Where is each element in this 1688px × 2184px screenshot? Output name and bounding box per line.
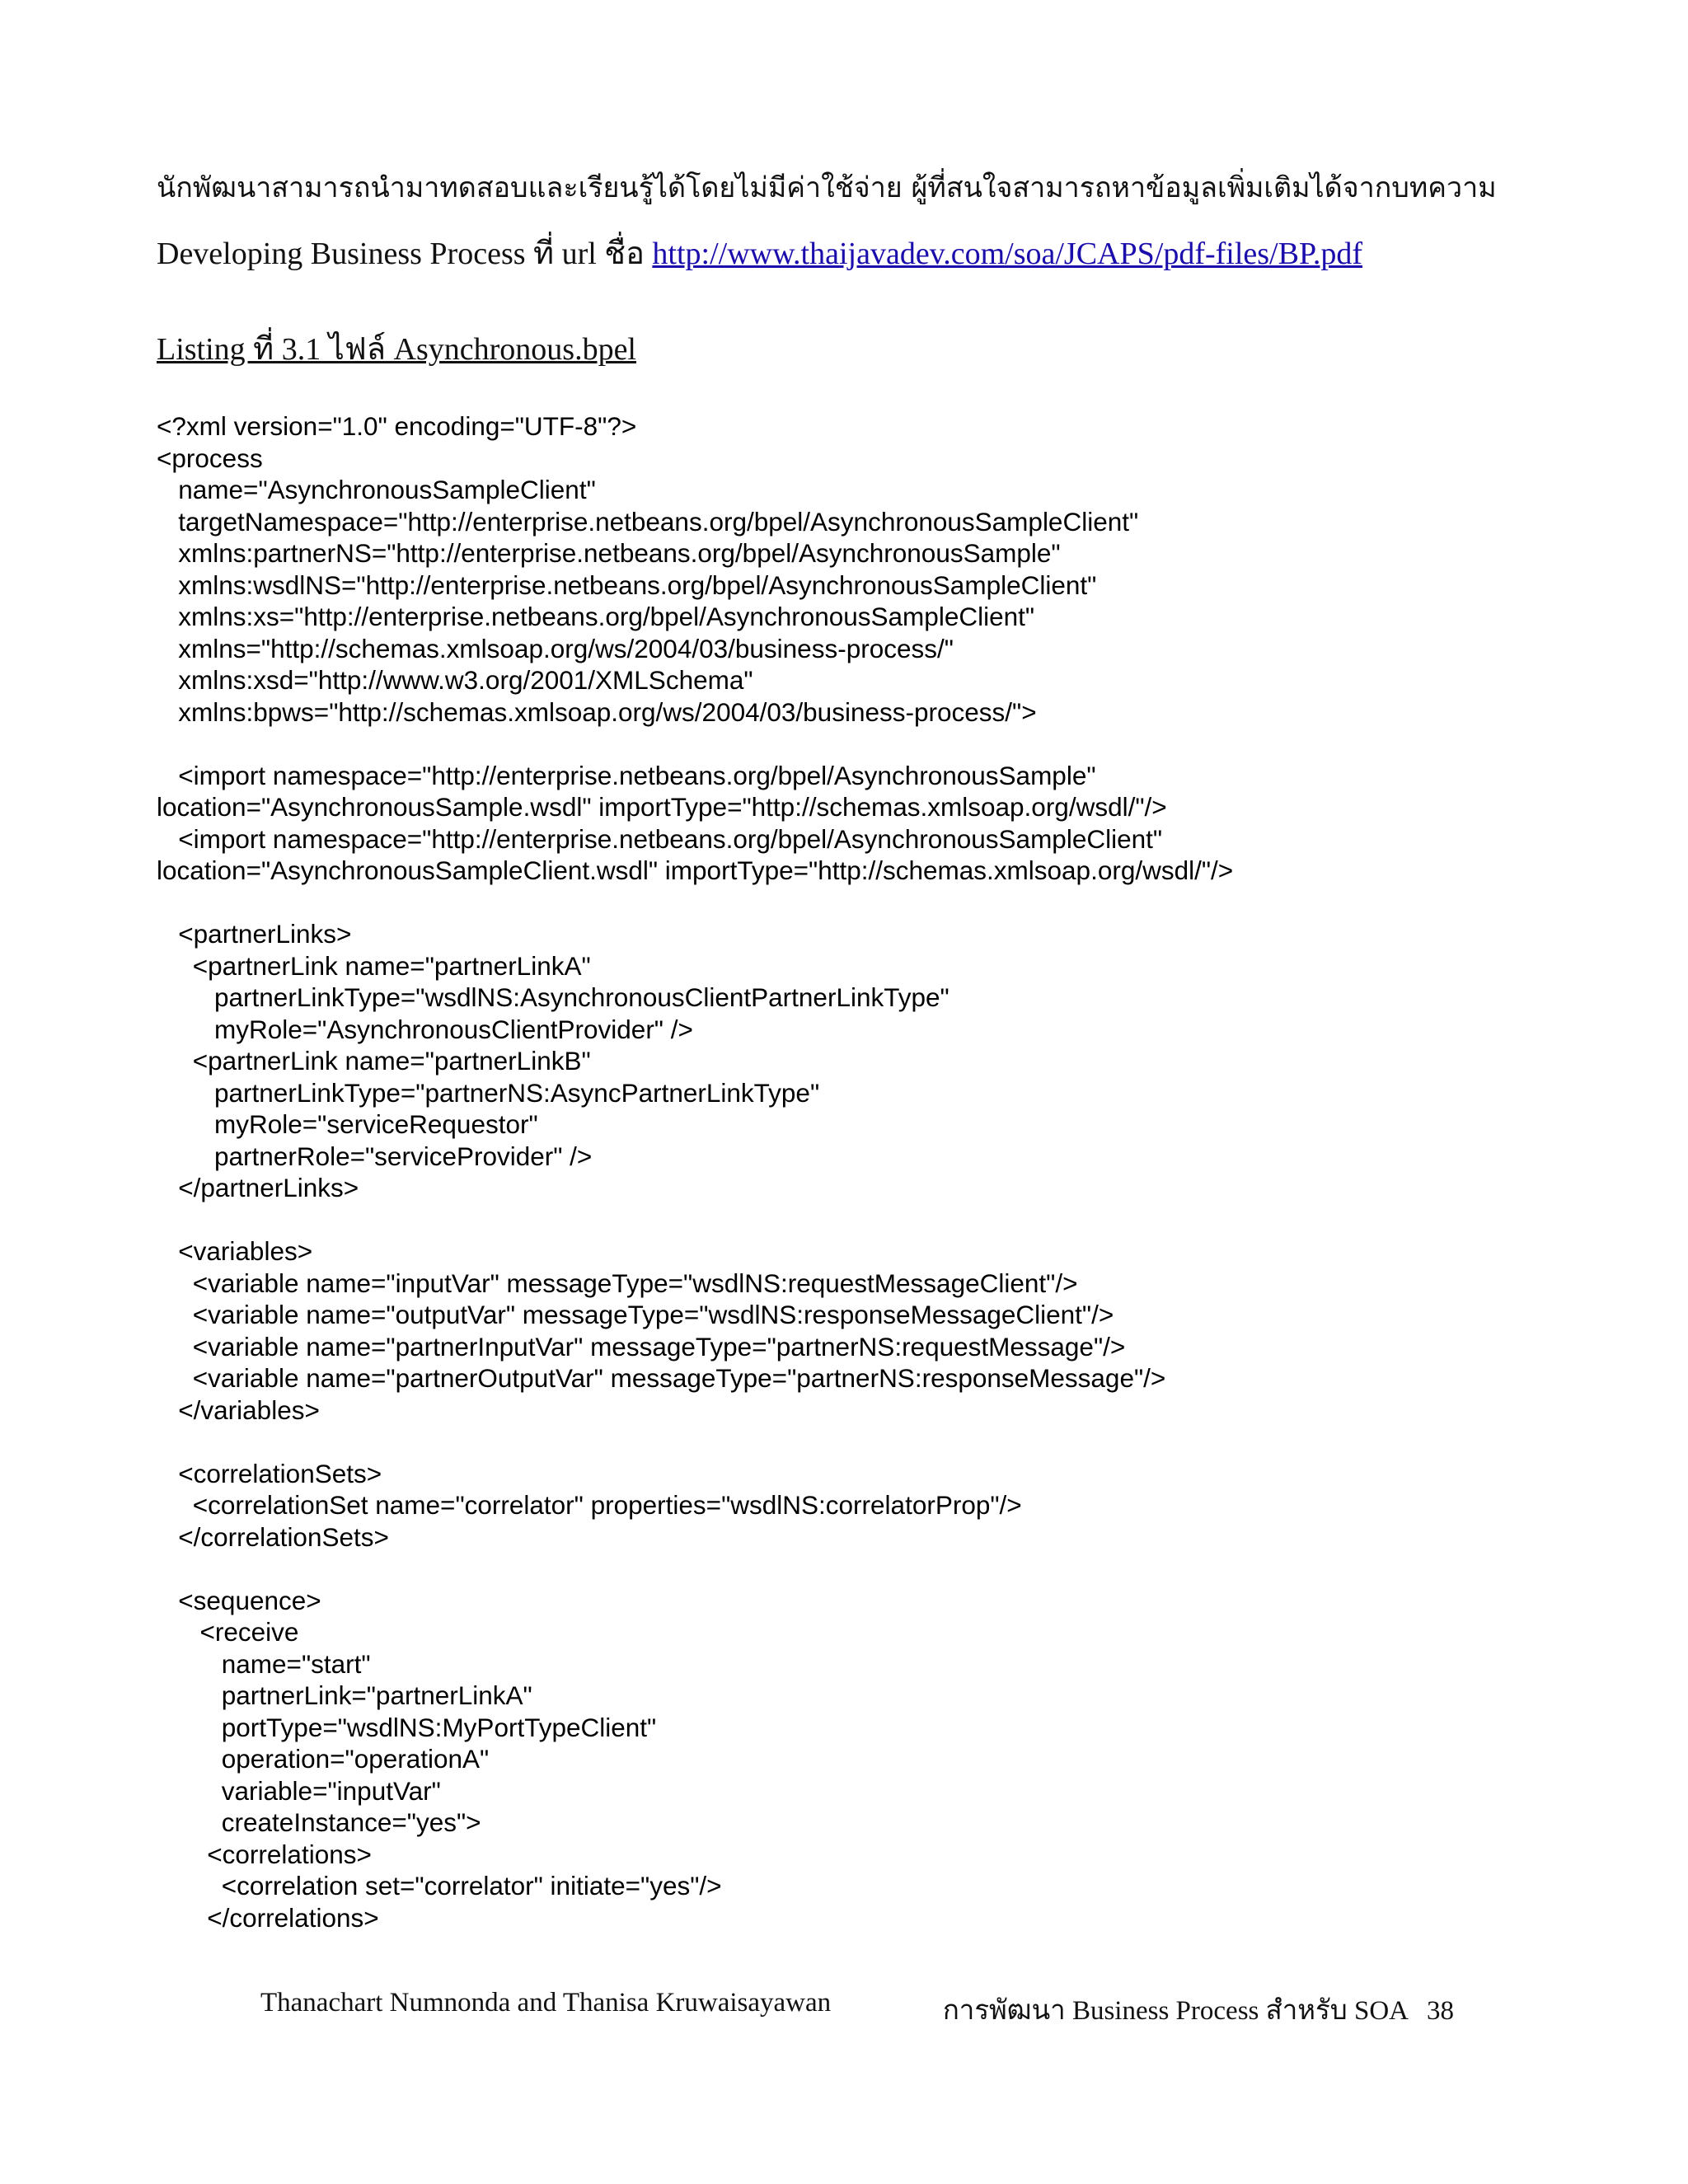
code-listing: <?xml version="1.0" encoding="UTF-8"?> <process name="AsynchronousSampleClient" targetNamespace="http://enterprise.netbeans.org/bpel/AsynchronousSampleClient" xmlns:partnerNS="http://enterprise.netbeans.org/bpel/AsynchronousSample" xmlns:wsdlNS="http://enterprise.netbeans.org/bpel/AsynchronousSampleClient" xmlns:xs="http://enterprise.netbeans.org/bpel/AsynchronousSampleClient" xmlns="http://schemas.xmlsoap.org/ws/2004/03/business-process/" xmlns:xsd="http://www.w3.org/2001/XMLSchema" xmlns:bpws="http://schemas.xmlsoap.org/ws/2004/03/business-process/"> <import namespace="http://enterprise.netbeans.org/bpel/AsynchronousSample" location="AsynchronousSample.wsdl" importType="http://schemas.xmlsoap.org/wsdl/"/> <import namespace="http://enterprise.netbeans.org/bpel/AsynchronousSampleClient" location="AsynchronousSampleClient.wsdl" importType="http://schemas.xmlsoap.org/wsdl/"/> <partnerLinks> <partnerLink name="partnerLinkA" partnerLinkType="wsdlNS:AsynchronousClientPartnerLinkType" myRole="AsynchronousClientProvider" /> <partnerLink name="partnerLinkB" partnerLinkType="partnerNS:AsyncPartnerLinkType" myRole="serviceRequestor" partnerRole="serviceProvider" /> </partnerLinks> <variables> <variable name="inputVar" messageType="wsdlNS:requestMessageClient"/> <variable name="outputVar" messageType="wsdlNS:responseMessageClient"/> <variable name="partnerInputVar" messageType="partnerNS:requestMessage"/> <variable name="partnerOutputVar" messageType="partnerNS:responseMessage"/> </variables> <correlationSets> <correlationSet name="correlator" properties="wsdlNS:correlatorProp"/> </correlationSets> <sequence> <receive name="start" partnerLink="partnerLinkA" portType="wsdlNS:MyPortTypeClient" operation="operationA" variable="inputVar" createInstance="yes"> <correlations> <correlation set="correlator" initiate="yes"/> </correlations>: [157, 411, 1234, 1933]
intro-line-1: นักพัฒนาสามารถนำมาทดสอบและเรียนรู้ได้โดยไม่มีค่าใช้จ่าย ผู้ที่สนใจสามารถหาข้อมูลเพิ่มเติมได้จากบทความ: [157, 171, 1497, 204]
footer-title: การพัฒนา Business Process สำหรับ SOA: [942, 1996, 1409, 2026]
page-number: 38: [1427, 1996, 1454, 2026]
bp-pdf-link[interactable]: http://www.thaijavadev.com/soa/JCAPS/pdf-files/BP.pdf: [652, 237, 1363, 271]
intro-line-2: [157, 227, 1362, 278]
intro-line-2-text: Developing Business Process ที่ url ชื่อ: [157, 237, 653, 271]
footer-title-block: [943, 1988, 1454, 2032]
footer-authors: Thanachart Numnonda and Thanisa Kruwaisayawan: [260, 1988, 832, 2018]
listing-heading: Listing ที่ 3.1 ไฟล์ Asynchronous.bpel: [157, 332, 636, 367]
